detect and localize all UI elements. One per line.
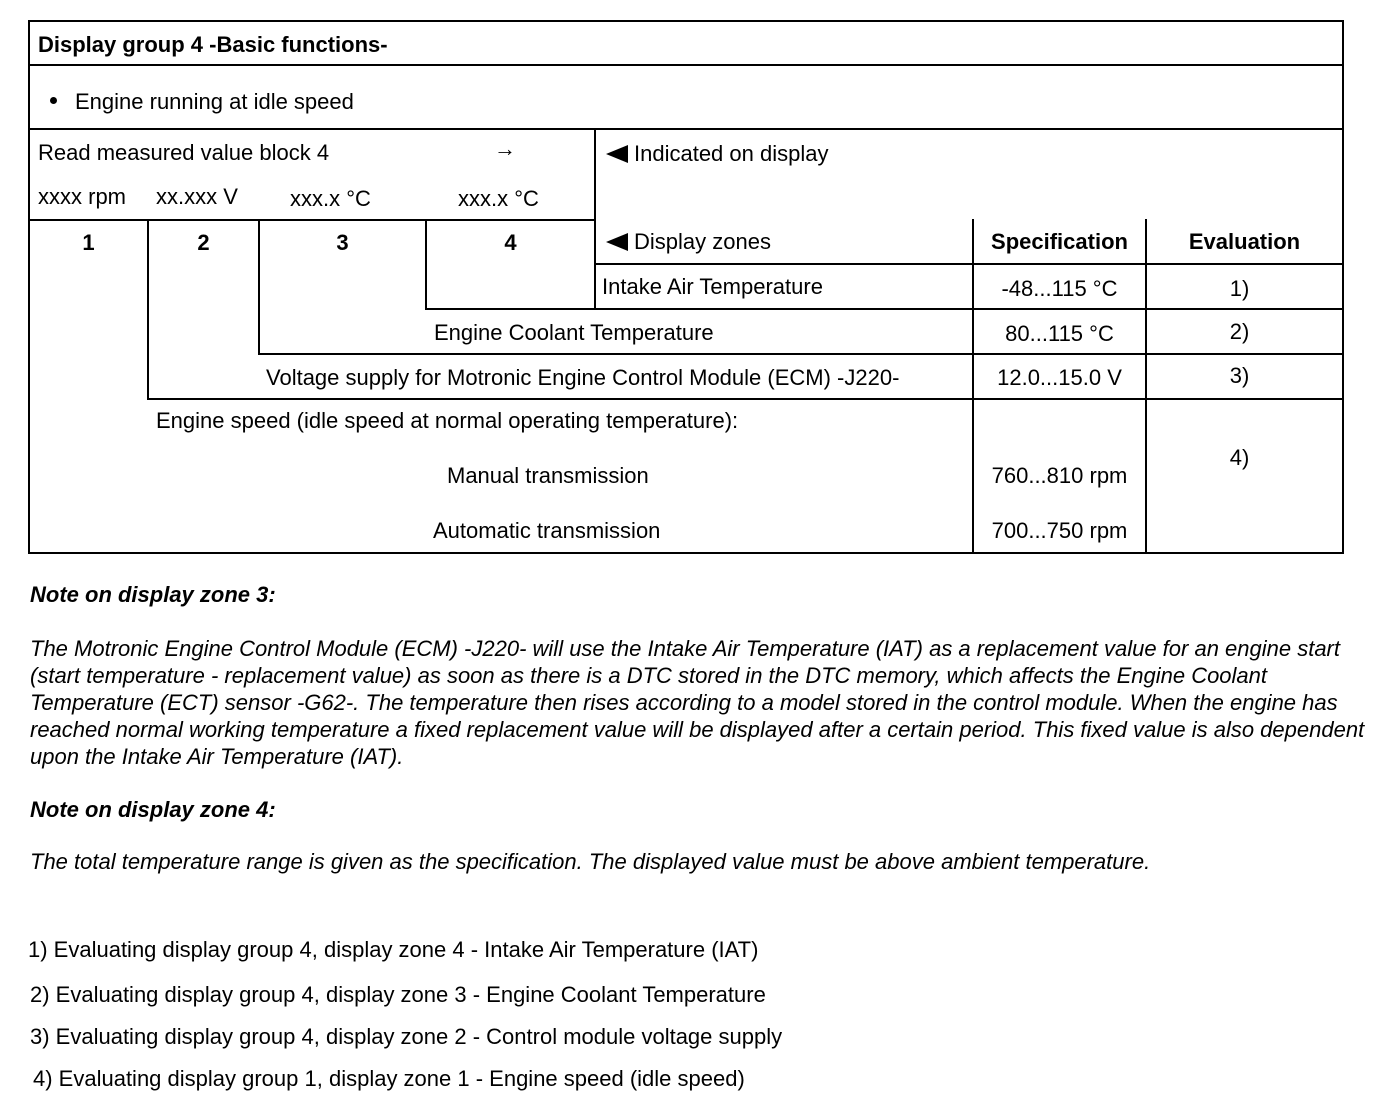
manual-label: Manual transmission — [447, 463, 649, 488]
row-eval-voltage: 3) — [1229, 363, 1250, 388]
note-text-zone4: The total temperature range is given as the specification. The displayed value must be above ambient temperature. — [30, 849, 1151, 874]
read-block-label: Read measured value block 4 — [38, 140, 330, 165]
row-spec-ect: 80...115 °C — [1005, 321, 1114, 346]
footnote-3: 3) Evaluating display group 4, display zone 2 - Control module voltage supply — [30, 1024, 783, 1049]
row-label-voltage: Voltage supply for Motronic Engine Control Module (ECM) -J220- — [266, 365, 900, 390]
note-text-zone3: The Motronic Engine Control Module (ECM) -J220- will use the Intake Air Temperature (IAT) as a replacement value for an engine start (start temperature - replacement value) as soon as there is a DTC stored in the DTC memory, which affects the Engine Coolant Temperature (ECT) sensor -G62-. The temperature then rises according to a model stored in the control module. When the engine has reached normal working temperature a fixed replacement value will be displayed after a certain period. This fixed value is also dependent upon the Intake Air Temperature (IAT). — [30, 636, 1365, 769]
indicated-label: Indicated on display — [634, 141, 829, 166]
readout-zone3: xxx.x °C — [290, 186, 371, 211]
speed-label: Engine speed (idle speed at normal operating temperature): — [156, 408, 739, 433]
note-heading-zone3: Note on display zone 3: — [30, 582, 276, 607]
zone-number-2: 2 — [197, 230, 210, 255]
zone-number-3: 3 — [336, 230, 349, 255]
row-spec-voltage: 12.0...15.0 V — [997, 365, 1122, 390]
indicated-on-display — [606, 141, 828, 167]
table-border-top — [28, 20, 1344, 22]
footnote-2: 2) Evaluating display group 4, display zone 3 - Engine Coolant Temperature — [30, 982, 766, 1007]
table-border-left — [28, 20, 30, 554]
display-zones-header — [606, 229, 771, 255]
eval-header: Evaluation — [1188, 229, 1301, 254]
rule-zone3 — [258, 353, 1344, 355]
row-eval-ect: 2) — [1229, 319, 1250, 344]
manual-spec: 760...810 rpm — [991, 463, 1128, 488]
footnote-1: 1) Evaluating display group 4, display zone 4 - Intake Air Temperature (IAT) — [28, 937, 759, 962]
table-border-right — [1342, 20, 1344, 554]
rule-condition — [28, 128, 1344, 130]
table-title: Display group 4 -Basic functions- — [38, 32, 388, 57]
speed-eval: 4) — [1229, 445, 1250, 470]
zone-number-4: 4 — [504, 230, 517, 255]
row-label-ect: Engine Coolant Temperature — [434, 320, 714, 345]
condition-text: Engine running at idle speed — [75, 89, 354, 114]
spec-header: Specification — [991, 229, 1128, 254]
row-label-iat: Intake Air Temperature — [602, 274, 823, 299]
vline-indicated — [594, 128, 596, 310]
row-spec-iat: -48...115 °C — [1001, 276, 1118, 301]
footnote-4: 4) Evaluating display group 1, display zone 1 - Engine speed (idle speed) — [33, 1066, 745, 1091]
rule-readouts — [28, 219, 596, 221]
row-eval-iat: 1) — [1229, 276, 1250, 301]
pointer-triangle-icon — [606, 145, 628, 163]
arrow-right-icon: → — [494, 136, 516, 161]
auto-label: Automatic transmission — [433, 518, 661, 543]
rule-header — [596, 263, 1344, 265]
rule-zone4 — [426, 308, 1344, 310]
zone-number-1: 1 — [82, 230, 95, 255]
note-heading-zone4: Note on display zone 4: — [30, 797, 276, 822]
condition-item — [50, 89, 354, 115]
auto-spec: 700...750 rpm — [991, 518, 1128, 543]
display-zones-label: Display zones — [634, 229, 771, 254]
bullet-icon — [50, 97, 57, 104]
rule-zone2 — [147, 398, 1344, 400]
readout-zone4: xxx.x °C — [458, 186, 539, 211]
pointer-triangle-icon — [606, 233, 628, 251]
readout-zone2: xx.xxx V — [156, 184, 238, 209]
readout-zone1: xxxx rpm — [38, 184, 126, 209]
rule-title — [28, 64, 1344, 66]
